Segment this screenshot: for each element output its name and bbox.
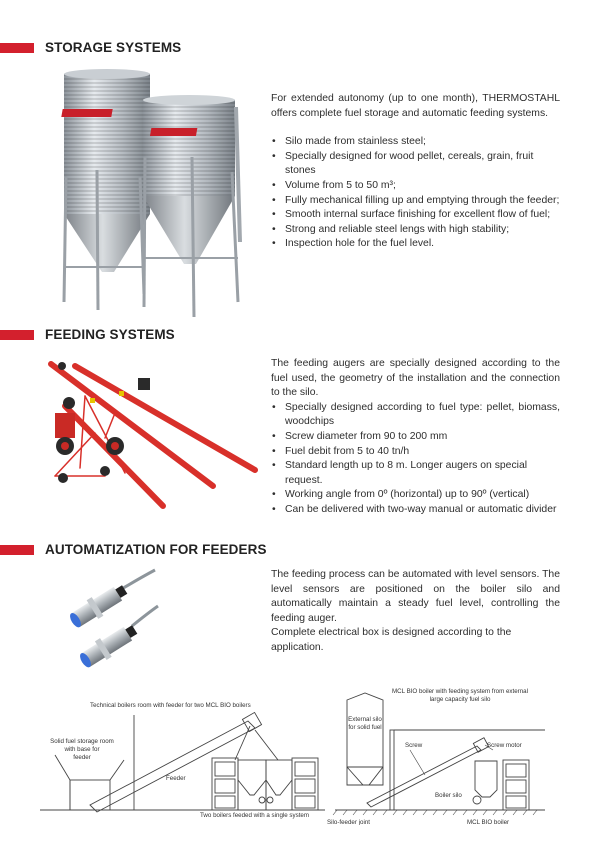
diagram-title-right: MCL BIO boiler with feeding system from external [392, 688, 528, 695]
silo-image [52, 62, 257, 320]
diagram-label: Two boilers feeded with a single system [200, 812, 310, 819]
automation-paragraph: The feeding process can be automated with level sensors. The level sensors are positioned on the boiler silo and automatically maintain a steady fuel level, controlling the feeding auger. [271, 569, 560, 624]
list-item: • Working angle from 0º (horizontal) up to 90º (vertical) [271, 488, 560, 503]
section-title-feeding: FEEDING SYSTEMS [45, 327, 175, 342]
boiler-room-diagram [40, 690, 325, 820]
section-title-automation: AUTOMATIZATION FOR FEEDERS [45, 542, 267, 557]
diagram-label: Solid fuel storage room [50, 738, 114, 745]
storage-text [271, 92, 560, 252]
list-item: • Fuel debit from 5 to 40 tn/h [271, 445, 560, 460]
section-accent-bar [0, 545, 34, 555]
auger-image [35, 358, 260, 513]
section-accent-bar [0, 330, 34, 340]
list-item: • Standard length up to 8 m. Longer augers on special request. [271, 459, 560, 488]
list-item: • Can be delivered with two-way manual or automatic divider [271, 503, 560, 518]
diagram-title-left: Technical boilers room with feeder for two MCL BIO boilers [90, 702, 251, 709]
external-silo-diagram [325, 685, 555, 825]
diagram-label: with base for [64, 746, 100, 753]
level-sensor-image [60, 568, 160, 678]
automation-paragraph: Complete electrical box is designed according to the application. [271, 627, 512, 653]
section-accent-bar [0, 43, 34, 53]
diagram-label: External silo [348, 716, 382, 723]
list-item: • Screw diameter from 90 to 200 mm [271, 430, 560, 445]
list-item: • Volume from 5 to 50 m³; [271, 179, 560, 194]
storage-intro: For extended autonomy (up to one month), THERMOSTAHL offers complete fuel storage and automatic feeding systems. [271, 93, 560, 119]
automation-text [271, 568, 560, 656]
list-item: • Smooth internal surface finishing for excellent flow of fuel; [271, 208, 560, 223]
silo-right [143, 95, 240, 317]
section-title-storage: STORAGE SYSTEMS [45, 40, 182, 55]
diagram-label: Feeder [166, 775, 186, 782]
list-item: • Strong and reliable steel lengs with high stability; [271, 223, 560, 238]
diagram-label: Boiler silo [435, 792, 462, 799]
list-item: • Specially designed for wood pellet, cereals, grain, fruit stones [271, 150, 560, 179]
list-item: • Fully mechanical filling up and emptying through the feeder; [271, 194, 560, 209]
feeding-bullet-list [271, 401, 560, 518]
feeding-intro: The feeding augers are specially designed according to the fuel used, the geometry of the installation and the connection to the silo. [271, 358, 560, 399]
storage-bullet-list [271, 135, 560, 252]
list-item: • Inspection hole for the fuel level. [271, 237, 560, 252]
diagram-title-right: large capacity fuel silo [429, 696, 491, 703]
diagram-label: feeder [73, 754, 91, 761]
silo-left [61, 69, 150, 310]
diagram-label: Screw [405, 742, 423, 749]
diagram-label: Screw motor [487, 742, 522, 749]
list-item: • Silo made from stainless steel; [271, 135, 560, 150]
diagram-label: MCL BIO boiler [467, 819, 510, 825]
list-item: • Specially designed according to fuel type: pellet, biomass, woodchips [271, 401, 560, 430]
diagram-label: for solid fuel [348, 724, 382, 731]
diagram-label: Silo-feeder joint [327, 819, 370, 825]
feeding-text [271, 357, 560, 518]
